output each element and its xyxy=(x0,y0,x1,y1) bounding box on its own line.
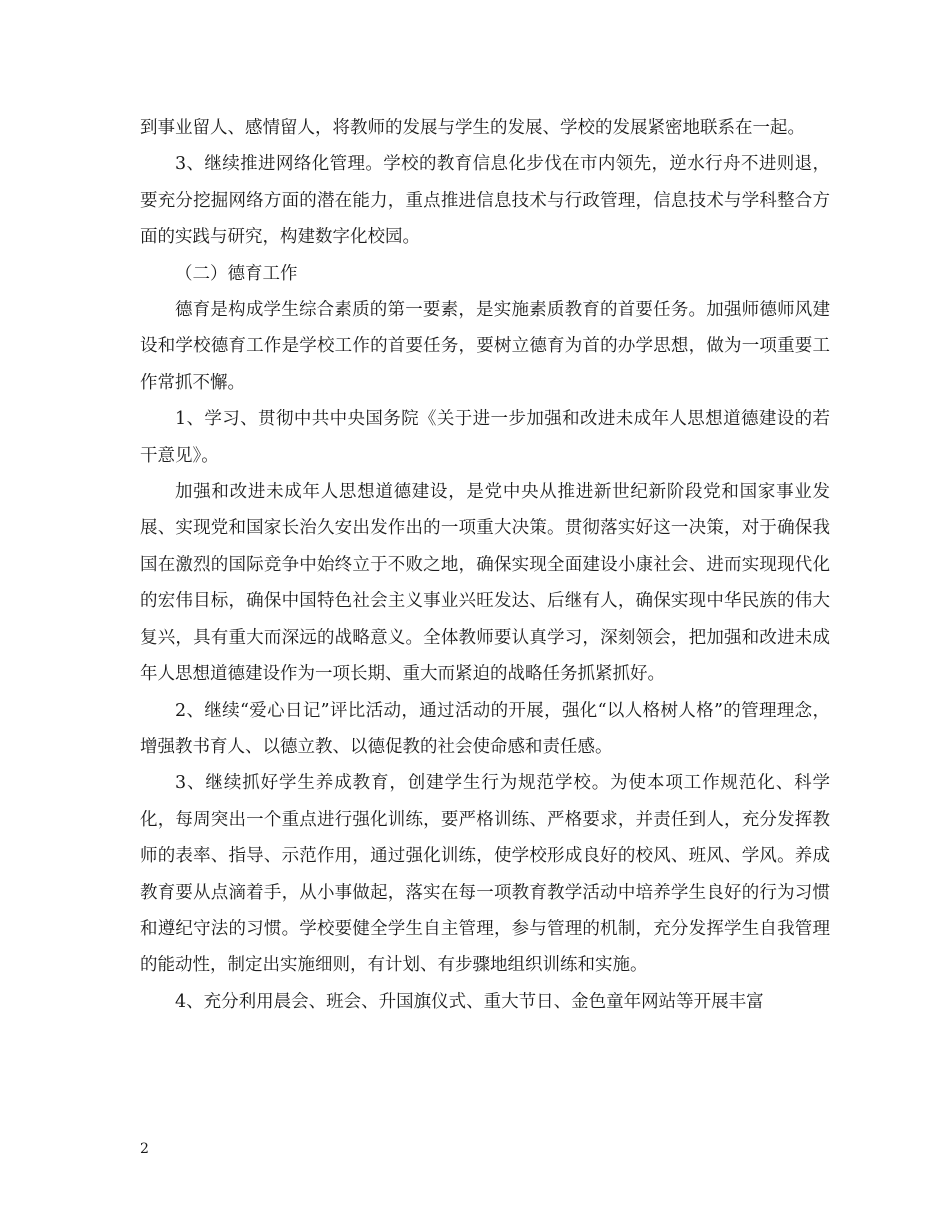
paragraph-item-3: 3、继续抓好学生养成教育，创建学生行为规范学校。为使本项工作规范化、科学化，每周突出一个重点进行强化训练，要严格训练、严格要求，并责任到人，充分发挥教师的表率、指导、示范作用，通过强化训练，使学校形成良好的校风、班风、学风。养成教育要从点滴着手，从小事做起，落实在每一项教育教学活动中培养学生良好的行为习惯和遵纪守法的习惯。学校要健全学生自主管理，参与管理的机制，充分发挥学生自我管理的能动性，制定出实施细则，有计划、有步骤地组织训练和实施。 xyxy=(140,773,830,976)
page-number: 2 xyxy=(140,1141,149,1157)
document-body xyxy=(140,110,830,1020)
paragraph-continuation: 到事业留人、感情留人，将教师的发展与学生的发展、学校的发展紧密地联系在一起。 xyxy=(140,118,805,138)
paragraph-network-management: 3、继续推进网络化管理。学校的教育信息化步伐在市内领先，逆水行舟不进则退，要充分挖掘网络方面的潜在能力，重点推进信息技术与行政管理，信息技术与学科整合方面的实践与研究，构建数字化校园。 xyxy=(140,154,830,248)
paragraph-item-4: 4、充分利用晨会、班会、升国旗仪式、重大节日、金色童年网站等开展丰富 xyxy=(175,991,764,1012)
paragraph-moral-education-intro: 德育是构成学生综合素质的第一要素，是实施素质教育的首要任务。加强师德师风建设和学校德育工作是学校工作的首要任务，要树立德育为首的办学思想，做为一项重要工作常抓不懈。 xyxy=(140,300,830,393)
paragraph-item-1: 1、学习、贯彻中共中央国务院《关于进一步加强和改进未成年人思想道德建设的若干意见》。 xyxy=(140,409,830,466)
section-heading-moral-education: （二）德育工作 xyxy=(175,263,298,284)
paragraph-minors-moral-construction: 加强和改进未成年人思想道德建设，是党中央从推进新世纪新阶段党和国家事业发展、实现党和国家长治久安出发作出的一项重大决策。贯彻落实好这一决策，对于确保我国在激烈的国际竞争中始终立于不败之地，确保实现全面建设小康社会、进而实现现代化的宏伟目标，确保中国特色社会主义事业兴旺发达、后继有人，确保实现中华民族的伟大复兴，具有重大而深远的战略意义。全体教师要认真学习，深刻领会，把加强和改进未成年人思想道德建设作为一项长期、重大而紧迫的战略任务抓紧抓好。 xyxy=(140,482,830,685)
paragraph-item-2: 2、继续“爱心日记”评比活动，通过活动的开展，强化“以人格树人格”的管理理念，增强教书育人、以德立教、以德促教的社会使命感和责任感。 xyxy=(140,700,830,757)
